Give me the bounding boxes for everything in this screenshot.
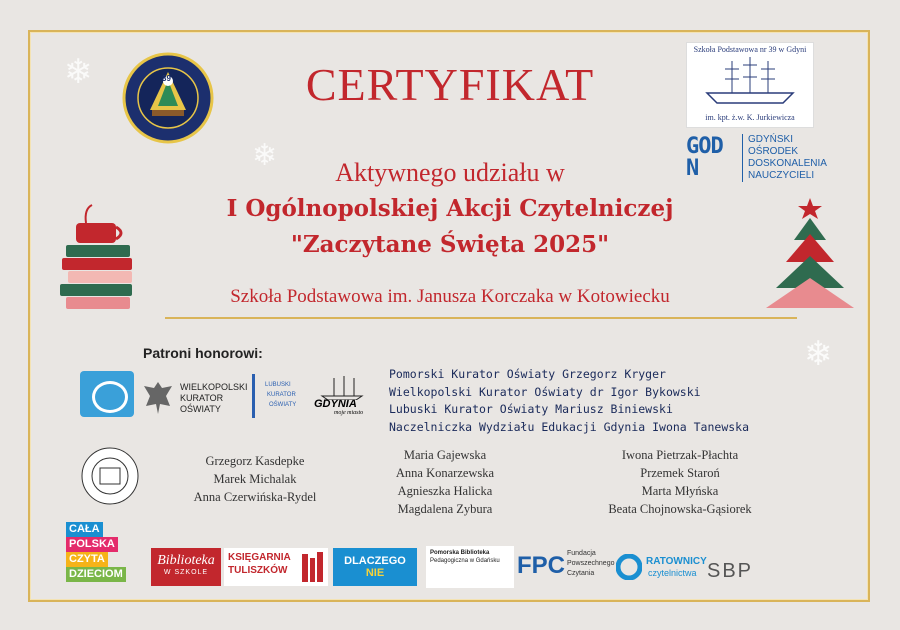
ksiegarnia-line2: TULISZKÓW: [228, 565, 288, 576]
ratownicy-line1: RATOWNICY: [646, 556, 707, 567]
ksiegarnia-line1: KSIĘGARNIA: [228, 552, 291, 563]
patron-name: Beata Chojnowska-Gąsiorek: [608, 502, 752, 516]
honorary-patrons-heading: Patroni honorowi:: [143, 345, 263, 361]
sp39-text-bottom: im. kpt. ż.w. K. Jurkiewicza: [705, 113, 795, 122]
dlaczego-nie-logo: [333, 548, 417, 586]
biblioteka-w-szkole-logo: [151, 548, 221, 586]
fundacja-line3: Czytania: [567, 570, 595, 577]
gdynia-tagline: moje miasto: [334, 410, 364, 416]
badge-number: 39: [162, 74, 171, 83]
fundacja-powszechnego-czytania-logo: FPC Fundacja Powszechnego Czytania: [517, 550, 615, 579]
lko-line1: LUBUSKI: [265, 382, 291, 388]
association-stamp-logo: [80, 446, 140, 506]
dlaczego-line1: DLACZEGO: [344, 555, 406, 567]
lko-line2: KURATOR: [267, 392, 296, 398]
kurator-line: Pomorski Kurator Oświaty Grzegorz Kryger: [389, 367, 666, 381]
gold-divider: [165, 317, 797, 319]
dlaczego-line2: NIE: [365, 567, 385, 579]
cpcd-line: DZIECIOM: [66, 567, 126, 582]
godn-line2: OŚRODEK: [748, 146, 799, 157]
snowflake-icon: ❄: [804, 334, 833, 374]
kurator-line: Lubuski Kurator Oświaty Mariusz Biniewski: [389, 402, 673, 416]
patron-name: Iwona Pietrzak-Płachta: [621, 448, 739, 462]
wielkopolski-kurator-logo: [180, 382, 250, 418]
ksiegarnia-tuliszkow-logo: [224, 548, 328, 586]
fundacja-line1: Fundacja: [567, 550, 596, 557]
school-name: Szkoła Podstawowa im. Janusza Korczaka w Kotowiecku: [230, 286, 670, 307]
gdynia-logo: [312, 376, 372, 418]
patron-column-2: [360, 446, 530, 518]
kurator-list: [389, 366, 749, 436]
pbp-line1: Pomorska Biblioteka: [430, 550, 490, 556]
cpcd-line: POLSKA: [66, 537, 118, 552]
cala-polska-czyta-dzieciom-logo: [66, 522, 148, 584]
lubuski-kurator-logo: [252, 374, 309, 418]
wkk-line3: OŚWIATY: [180, 404, 221, 414]
lko-line3: OŚWIATY: [269, 402, 297, 408]
patron-name: Marta Młyńska: [641, 484, 719, 498]
patron-name: Maria Gajewska: [403, 448, 487, 462]
patron-name: Grzegorz Kasdepke: [205, 454, 305, 468]
gdynia-wordmark: GDYNIA: [314, 398, 357, 410]
kurator-line: Naczelniczka Wydziału Edukacji Gdynia Iwona Tanewska: [389, 419, 750, 434]
wkk-line1: WIELKOPOLSKI: [180, 382, 248, 392]
eagle-emblem-icon: [140, 378, 176, 418]
pomorski-kurator-logo: [80, 371, 134, 417]
godn-line1: GDYŃSKI: [748, 134, 794, 145]
wkk-line2: KURATOR: [180, 393, 224, 403]
snowflake-icon: ❄: [252, 138, 278, 173]
kurator-line: Wielkopolski Kurator Oświaty dr Igor Bykowski: [389, 384, 701, 399]
sp39-logo: [686, 42, 814, 128]
patron-name: Anna Czerwińska-Rydel: [193, 490, 317, 504]
pbp-line2: Pedagogiczna w Gdańsku: [430, 558, 500, 564]
pomorska-biblioteka-pedagogiczna-logo: [426, 546, 514, 588]
sbp-logo: SBP: [707, 560, 754, 582]
biblioteka-wordmark: Biblioteka: [157, 553, 215, 568]
cpcd-line: CZYTA: [66, 552, 108, 567]
certificate-title: CERTYFIKAT: [305, 59, 595, 110]
patron-name: Marek Michalak: [213, 472, 297, 486]
patron-name: Agnieszka Halicka: [397, 484, 493, 498]
subtitle-campaign-name: I Ogólnopolskiej Akcji Czytelniczej: [226, 195, 674, 222]
godn-line3: DOSKONALENIA: [748, 158, 827, 169]
patron-column-3: [580, 446, 780, 518]
patron-name: Przemek Staroń: [640, 466, 720, 480]
ratownicy-line2: czytelnictwa: [648, 568, 697, 578]
ratownicy-czytelnictwa-logo: [616, 548, 706, 586]
godn-line4: NAUCZYCIELI: [748, 170, 815, 181]
sp39-text-top: Szkoła Podstawowa nr 39 w Gdyni: [693, 45, 807, 54]
patron-name: Anna Konarzewska: [395, 466, 495, 480]
cpcd-line: CAŁA: [66, 522, 103, 537]
fundacja-line2: Powszechnego: [567, 560, 615, 567]
biblioteka-sub: W SZKOLE: [163, 569, 209, 576]
subtitle-active-participation: Aktywnego udziału w: [335, 158, 565, 187]
subtitle-event-title: "Zaczytane Święta 2025": [290, 231, 610, 258]
patron-column-1: [160, 452, 350, 506]
patron-name: Magdalena Zybura: [397, 502, 493, 516]
godn-mark: GODN: [686, 134, 723, 181]
snowflake-icon: ❄: [64, 52, 93, 92]
